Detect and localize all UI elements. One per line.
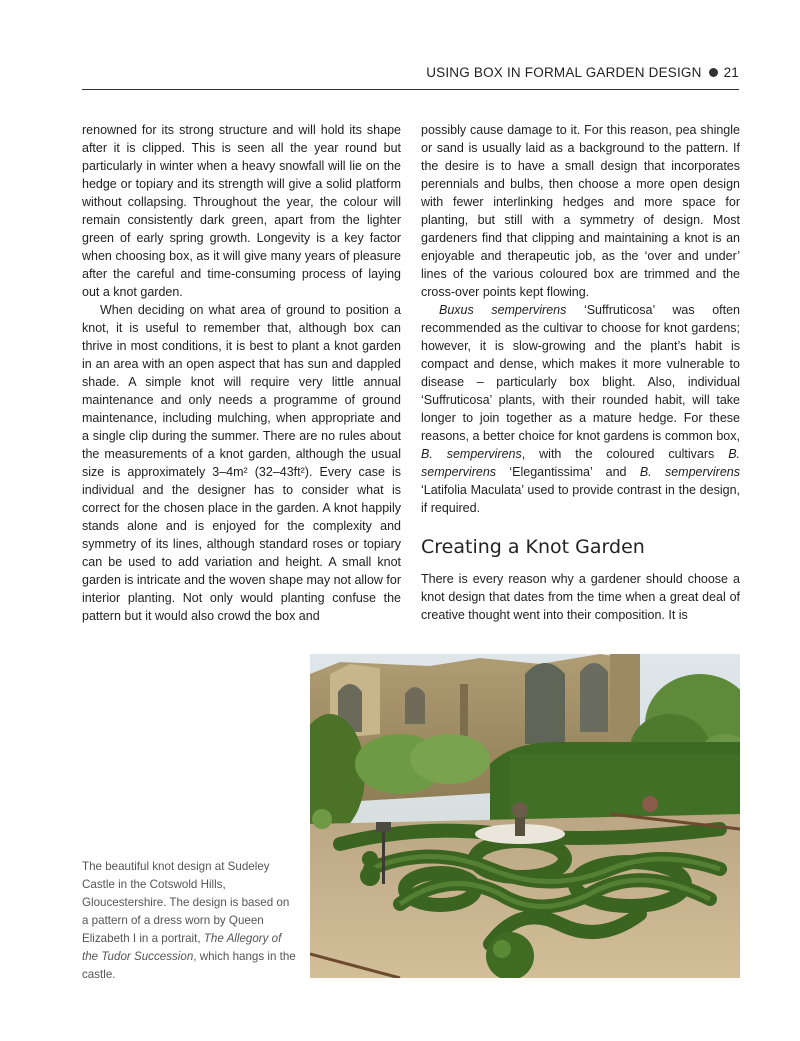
photo-caption	[82, 858, 297, 984]
header-rule	[82, 89, 739, 90]
caption-title: The Allegory of the Tudor Succession	[82, 932, 282, 963]
page-number: 21	[723, 65, 739, 80]
latin-name: Buxus sempervirens	[439, 303, 567, 317]
paragraph: renowned for its strong structure and will hold its shape after it is clipped. This is seen all the year round but particularly in winter when a heavy snowfall will lie on the hedge or topiary and its strength will give a solid platform without collapsing. Throughout the year, the colour will remain consistently dark green, apart from the lighter green of early spring growth. Longevity is a key factor when choosing box, as it will give many years of pleasure after the careful and time-consuming process of laying out a knot garden.	[82, 123, 401, 299]
text-run: ‘Latifolia Maculata’ used to provide contrast in the design, if required.	[421, 483, 740, 515]
section-heading: Creating a Knot Garden	[421, 536, 645, 558]
latin-name: B. sempervirens	[639, 465, 740, 479]
garden-photo	[310, 654, 740, 978]
running-title: USING BOX IN FORMAL GARDEN DESIGN	[426, 65, 702, 80]
paragraph: There is every reason why a gardener should choose a knot design that dates from the time when a great deal of creative thought went into their composition. It is	[421, 572, 740, 622]
caption-text: The beautiful knot design at Sudeley Castle in the Cotswold Hills, Gloucestershire. The design is based on a pattern of a dress worn by Queen Elizabeth I in a portrait,	[82, 860, 290, 945]
text-run: ‘Suffruticosa’ was often recommended as the cultivar to choose for knot gardens; however, it is slow-growing and the plant’s habit is compact and dense, which makes it more vulnerable to disease – particularly box blight. Also, individual ‘Suffruticosa’ plants, with their rounded habit, will take longer to join together as a mature hedge. For these reasons, a better choice for knot gardens is common box,	[421, 303, 740, 443]
right-column	[421, 121, 740, 624]
caption-text: , which hangs in the castle.	[82, 950, 296, 981]
running-head	[82, 63, 739, 83]
left-column	[82, 121, 401, 625]
text-run: , with the coloured cultivars	[521, 447, 729, 461]
paragraph	[421, 301, 740, 517]
paragraph: When deciding on what area of ground to position a knot, it is useful to remember that, although box can thrive in most conditions, it is best to plant a knot garden in an area with an open aspect that has sun and dappled shade. A simple knot will require very little annual maintenance and only needs a programme of ground maintenance, including mulching, when appropriate and a single clip during the summer. There are no rules about the measurements of a knot garden, although the usual size is approximately 3–4m² (32–43ft²). Every case is individual and the designer has to consider what is correct for the chosen place in the garden. A knot happily stands alone and is enjoyed for the complexity and symmetry of its lines, although standard roses or topiary can be used to add variation and height. A small knot garden is intricate and the woven shape may not allow for interior planting. Not only would planting confuse the pattern but it would also crowd the box and	[82, 303, 401, 623]
latin-name: B. sempervirens	[421, 447, 522, 461]
knot-garden-illustration	[310, 654, 740, 978]
paragraph: possibly cause damage to it. For this reason, pea shingle or sand is usually laid as a background to the pattern. If the desire is to have a small design that incorporates perennials and bulbs, then choose a more open design with fewer interlinking hedges and more space for planting, but still with a symmetry of design. Most gardeners find that clipping and maintaining a knot is an enjoyable and therapeutic job, as the ‘over and under’ lines of the various coloured box are trimmed and the cross-over points kept flowing.	[421, 123, 740, 299]
bullet-dot-icon	[709, 68, 718, 77]
latin-name: B. sempervirens	[421, 447, 740, 479]
text-run: ‘Elegantissima’ and	[496, 465, 640, 479]
